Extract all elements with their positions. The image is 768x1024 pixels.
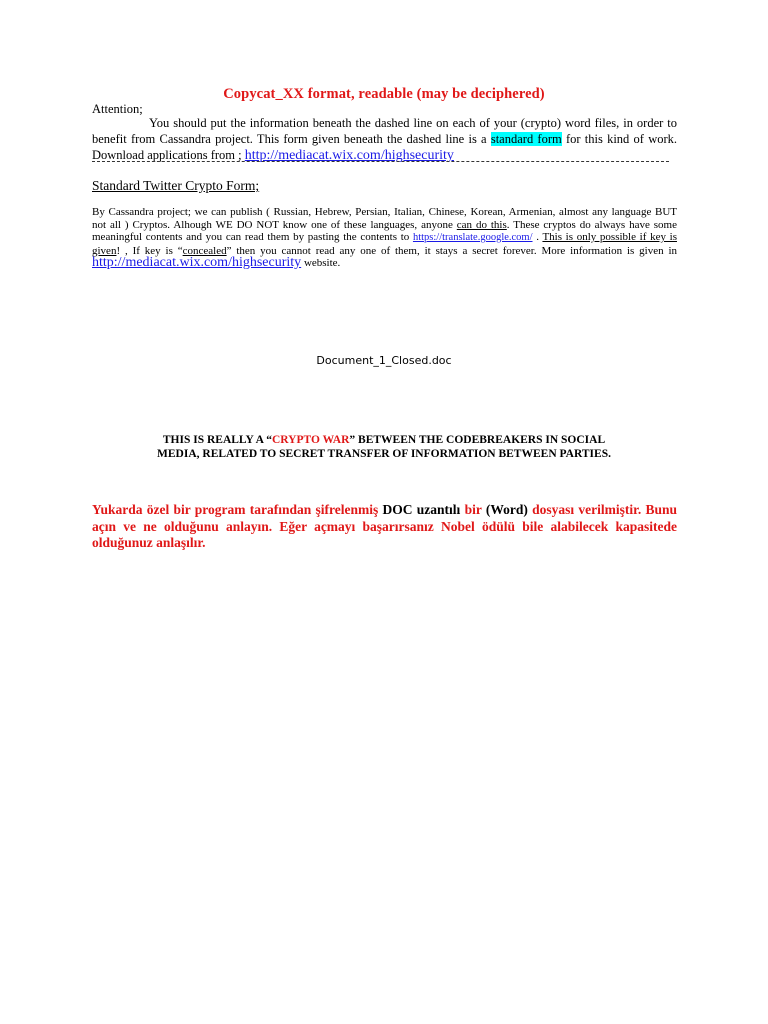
only-possible-text: This is only possible if key is given: [92, 231, 677, 257]
standard-form-heading: Standard Twitter Crypto Form;: [92, 178, 260, 193]
turkish-text-3: dosyası verilmiştir. Bunu açın ve ne olduğunu anlayın. Eğer açmayı başarırsanız Nobel ödülü bile alabilecek kapasitede olduğunuz anlaşılır.: [92, 502, 677, 550]
body-text-4: ! , If key is “: [116, 244, 183, 257]
concealed-text: concealed: [182, 244, 227, 257]
intro-text-1: You should put the information beneath the dashed line on each of your (crypto) word files, in order to benefit from Cassandra project. This form given beneath the dashed line is a: [92, 116, 677, 146]
attention-label: Attention;: [92, 102, 143, 116]
can-do-this-text: can do this: [456, 218, 507, 231]
crypto-war-line-1: [0, 433, 768, 447]
body-paragraph: [92, 206, 677, 270]
crypto-war-highlight: CRYPTO WAR: [271, 434, 350, 446]
turkish-paragraph: [92, 502, 677, 552]
body-text-1: By Cassandra project; we can publish ( Russian, Hebrew, Persian, Italian, Chinese, Korean, Armenian, almost any language BUT not all ) Cryptos. Alhough WE DO NOT know one of these languages, anyone: [92, 206, 677, 231]
translate-link[interactable]: https://translate.google.com/: [412, 232, 533, 243]
body-text-5: ” then you cannot read any one of them, it stays a secret forever. More information is given in: [226, 244, 678, 257]
turkish-text-1: Yukarda özel bir program tarafından şifrelenmiş: [92, 502, 383, 517]
dashed-divider: [92, 161, 669, 162]
turkish-text-2: bir: [460, 502, 486, 517]
body-text-2: . These cryptos do always have some meaningful contents and you can read them by pasting the contents to: [92, 218, 677, 243]
intro-text-2: for this kind of work. Download applications from ;: [92, 132, 678, 162]
crypto-war-text-2: ” BETWEEN THE CODEBREAKERS IN SOCIAL: [349, 434, 606, 446]
body-text-3: .: [532, 231, 543, 243]
turkish-word-text: (Word): [485, 502, 528, 517]
body-text-6: website.: [301, 257, 341, 269]
crypto-war-text-1: THIS IS REALLY A “: [162, 434, 272, 446]
crypto-war-line-2: MEDIA, RELATED TO SECRET TRANSFER OF INFORMATION BETWEEN PARTIES.: [157, 448, 611, 460]
standard-form-highlight: standard form: [490, 132, 562, 146]
file-name: Document_1_Closed.doc: [316, 354, 452, 367]
info-link[interactable]: http://mediacat.wix.com/highsecurity: [92, 255, 302, 270]
download-link[interactable]: http://mediacat.wix.com/highsecurity: [244, 148, 454, 163]
crypto-war-statement: [0, 433, 768, 461]
intro-paragraph: [92, 115, 677, 164]
turkish-doc-text: DOC uzantılı: [382, 502, 461, 517]
document-title: Copycat_XX format, readable (may be deciphered): [223, 86, 545, 102]
